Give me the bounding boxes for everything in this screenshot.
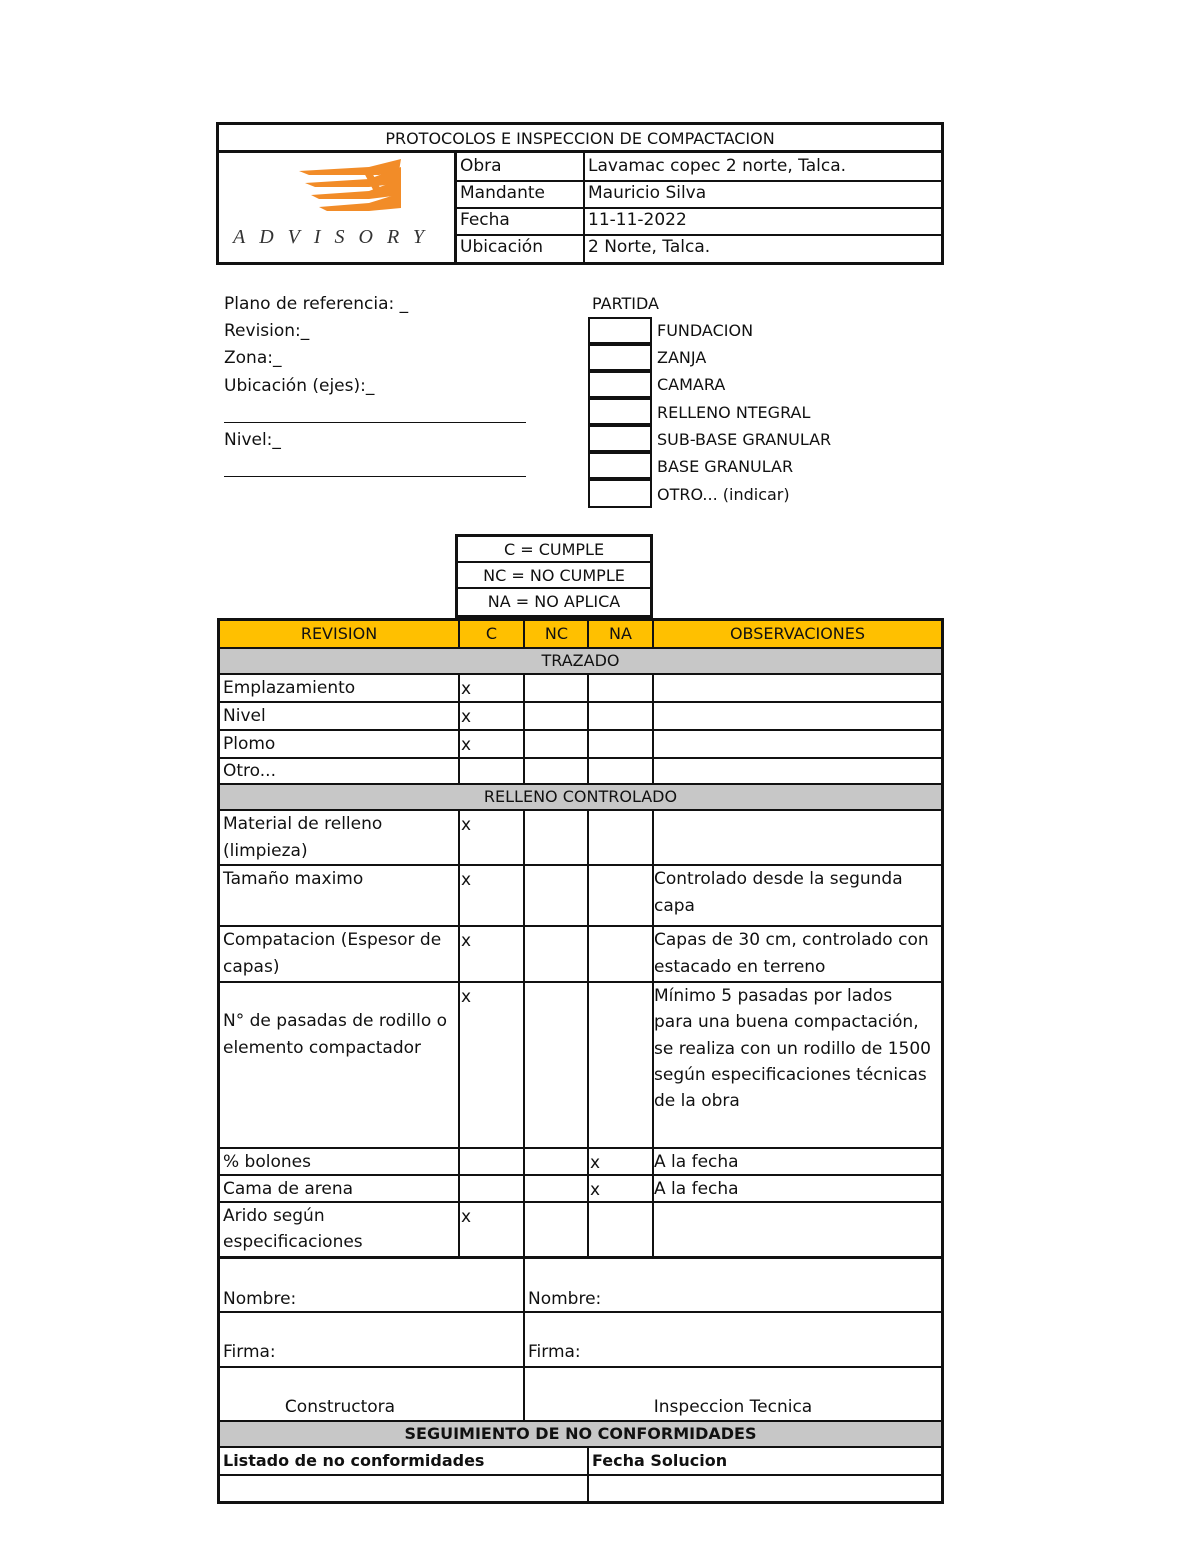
table-row bbox=[220, 1149, 941, 1174]
obs-line: A la fecha bbox=[654, 1152, 739, 1172]
na-mark: x bbox=[590, 1153, 601, 1173]
section-title-relleno: RELLENO CONTROLADO bbox=[220, 785, 941, 809]
partida-label: OTRO... (indicar) bbox=[657, 485, 790, 504]
c-mark: x bbox=[461, 870, 472, 890]
followup-col-fecha: Fecha Solucion bbox=[592, 1451, 728, 1470]
partida-title: PARTIDA bbox=[592, 294, 659, 313]
partida-checkbox-otro[interactable] bbox=[588, 479, 652, 508]
revision-label: Revision:_ bbox=[224, 321, 310, 341]
header-na: NA bbox=[609, 624, 632, 643]
header-c: C bbox=[485, 624, 498, 643]
revision-line: especificaciones bbox=[223, 1232, 363, 1252]
c-mark: x bbox=[461, 735, 472, 755]
table-header-row bbox=[220, 621, 941, 647]
nivel-underline bbox=[224, 476, 526, 477]
c-mark: x bbox=[461, 815, 472, 835]
info-row-ubicacion bbox=[457, 234, 941, 262]
revision-cell: Nivel bbox=[223, 706, 266, 726]
info-value: Mauricio Silva bbox=[588, 183, 707, 203]
obs-line: para una buena compactación, bbox=[654, 1012, 919, 1032]
partida-label: CAMARA bbox=[657, 375, 726, 394]
obs-line: A la fecha bbox=[654, 1179, 739, 1199]
partida-checkbox-relleno[interactable] bbox=[588, 398, 652, 425]
table-row bbox=[220, 703, 941, 729]
obs-line: capa bbox=[654, 896, 695, 916]
followup-col-listado: Listado de no conformidades bbox=[223, 1451, 485, 1470]
logo-wordmark: ADVISORY bbox=[233, 226, 438, 248]
nombre-label-right: Nombre: bbox=[528, 1289, 602, 1309]
legend-item: NC = NO CUMPLE bbox=[458, 563, 650, 589]
revision-line: Compatacion (Espesor de bbox=[223, 930, 442, 950]
nombre-label-left: Nombre: bbox=[223, 1289, 297, 1309]
ubicacion-underline bbox=[224, 422, 526, 423]
revision-cell: Otro... bbox=[223, 761, 276, 781]
c-mark: x bbox=[461, 707, 472, 727]
partida-label: RELLENO NTEGRAL bbox=[657, 403, 811, 422]
zona-label: Zona:_ bbox=[224, 348, 282, 368]
table-row bbox=[220, 983, 941, 1147]
followup-title: SEGUIMIENTO DE NO CONFORMIDADES bbox=[220, 1422, 941, 1446]
table-row bbox=[220, 811, 941, 863]
c-mark: x bbox=[461, 987, 472, 1007]
legend-item: C = CUMPLE bbox=[458, 537, 650, 563]
partida-checkbox-fundacion[interactable] bbox=[588, 317, 652, 344]
info-value: 2 Norte, Talca. bbox=[588, 237, 711, 257]
obs-line: se realiza con un rodillo de 1500 bbox=[654, 1039, 931, 1059]
legend-box bbox=[455, 534, 653, 618]
signature-block bbox=[217, 1259, 944, 1504]
revision-cell: Plomo bbox=[223, 734, 276, 754]
obs-line: según especificaciones técnicas bbox=[654, 1065, 927, 1085]
partida-label: FUNDACION bbox=[657, 321, 754, 340]
info-row-mandante bbox=[457, 180, 941, 209]
header-revision: REVISION bbox=[300, 624, 378, 643]
partida-checkbox-subbase[interactable] bbox=[588, 425, 652, 452]
revision-line: elemento compactador bbox=[223, 1038, 422, 1058]
revision-line: N° de pasadas de rodillo o bbox=[223, 1011, 448, 1031]
info-value: Lavamac copec 2 norte, Talca. bbox=[588, 156, 847, 176]
na-mark: x bbox=[590, 1180, 601, 1200]
revision-line: % bolones bbox=[223, 1152, 311, 1172]
ubicacion-ejes-label: Ubicación (ejes):_ bbox=[224, 376, 375, 396]
table-row bbox=[220, 731, 941, 757]
header-observaciones: OBSERVACIONES bbox=[729, 624, 866, 643]
constructora-label: Constructora bbox=[284, 1397, 396, 1417]
revision-line: Cama de arena bbox=[223, 1179, 354, 1199]
nivel-label: Nivel:_ bbox=[224, 430, 281, 450]
revision-line: Tamaño maximo bbox=[223, 869, 364, 889]
obs-line: de la obra bbox=[654, 1091, 740, 1111]
c-mark: x bbox=[461, 931, 472, 951]
partida-checkbox-zanja[interactable] bbox=[588, 344, 652, 371]
info-row-obra bbox=[457, 153, 941, 182]
plano-referencia-label: Plano de referencia: _ bbox=[224, 294, 409, 314]
advisory-logo bbox=[219, 153, 457, 262]
info-label: Ubicación bbox=[460, 237, 543, 257]
legend-item: NA = NO APLICA bbox=[487, 592, 621, 611]
partida-checkbox-base[interactable] bbox=[588, 452, 652, 479]
partida-checkbox-camara[interactable] bbox=[588, 371, 652, 398]
table-row bbox=[220, 1176, 941, 1201]
table-row bbox=[220, 866, 941, 924]
revision-line: capas) bbox=[223, 957, 280, 977]
info-value: 11-11-2022 bbox=[588, 210, 687, 230]
section-title-trazado: TRAZADO bbox=[220, 649, 941, 673]
firma-label-right: Firma: bbox=[528, 1342, 581, 1362]
revision-line: Arido según bbox=[223, 1206, 325, 1226]
c-mark: x bbox=[461, 1207, 472, 1227]
header-nc: NC bbox=[544, 624, 569, 643]
header-block bbox=[216, 122, 944, 265]
info-label: Obra bbox=[460, 156, 502, 176]
partida-label: ZANJA bbox=[657, 348, 707, 367]
revision-line: (limpieza) bbox=[223, 841, 308, 861]
obs-line: Mínimo 5 pasadas por lados bbox=[654, 986, 893, 1006]
revision-line: Material de relleno bbox=[223, 814, 383, 834]
table-row bbox=[220, 759, 941, 783]
table-row bbox=[220, 675, 941, 701]
table-row bbox=[220, 927, 941, 981]
partida-label: BASE GRANULAR bbox=[657, 457, 794, 476]
partida-label: SUB-BASE GRANULAR bbox=[657, 430, 832, 449]
logo-cell bbox=[219, 153, 457, 262]
info-label: Fecha bbox=[460, 210, 510, 230]
inspeccion-label: Inspeccion Tecnica bbox=[653, 1397, 813, 1417]
document-title: PROTOCOLOS E INSPECCION DE COMPACTACION bbox=[219, 125, 941, 153]
obs-line: estacado en terreno bbox=[654, 957, 826, 977]
revision-cell: Emplazamiento bbox=[223, 678, 356, 698]
info-row-fecha bbox=[457, 207, 941, 236]
obs-line: Capas de 30 cm, controlado con bbox=[654, 930, 929, 950]
c-mark: x bbox=[461, 679, 472, 699]
inspection-table bbox=[217, 618, 944, 1259]
table-row bbox=[220, 1203, 941, 1256]
obs-line: Controlado desde la segunda bbox=[654, 869, 903, 889]
firma-label-left: Firma: bbox=[223, 1342, 276, 1362]
info-label: Mandante bbox=[460, 183, 545, 203]
